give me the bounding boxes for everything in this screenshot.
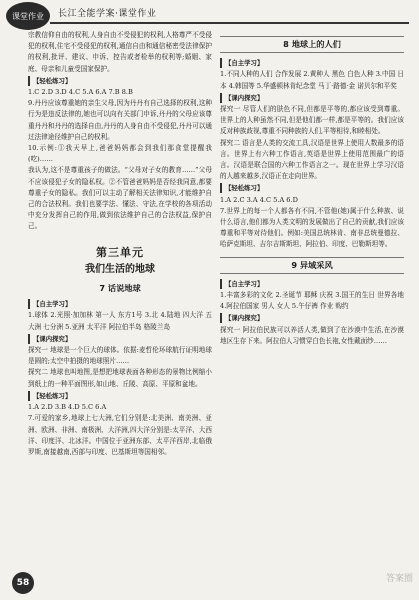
answers-line: 1.C 2.D 3.D 4.C 5.A 6.A 7.B 8.B (28, 88, 133, 97)
lesson7-practice-tag: 【轻松练习】 (28, 391, 74, 401)
lesson7-explore2: 探究二 地球也叫地图,是想把地球表面各种形态的景物比例缩小到纸上的一种平面图形,如山地、丘陵、高原、平原和盆地。 (28, 368, 212, 388)
lesson7-q7: 7.可爱的家乡,地球上七大洲,它们分别是:北美洲、南美洲、亚洲、欧洲、非洲、南极洲、大洋洲,四大洋分别是:太平洋、大西洋、印度洋、北冰洋。中国位于亚洲东部、太平洋西岸,北临俄罗斯,南接越南,西部与印度、巴基斯坦等国相邻。 (28, 414, 212, 456)
lesson8-explore1: 探究一 尽管人们的肤色不同,但都是平等的,都应该受到尊重。世界上的人种虽然不同,但是他们都一样,都是平等的。我们应该反对种族歧视,尊重不同种族的人们,平等相待,和睦相处。 (220, 105, 404, 136)
header-divider (50, 22, 409, 24)
left-column (28, 30, 212, 458)
answer-q9: 9.丹丹应该尊重她的亲生父母,因为丹丹有自己选择的权利,这种行为是违反法律的,她也可以向有关部门申诉,丹丹的父母应该尊重丹丹和丹丹的选择自由,丹丹的人身自由不受侵犯,丹丹可以通过法律途径维护自己的权利。 (28, 99, 212, 141)
lesson8-pre-answers: 1.不同人种的人们 合作发展 2.黄种人 黑色 白色人种 3.中国 日本 4.韩国等 5.华盛顿林肯纪念堂 马丁·路德·金 诺贝尔和平奖 (220, 70, 404, 90)
lesson8-explore-tag: 【课内探究】 (220, 93, 266, 103)
lesson8-title: 8 地球上的人们 (220, 36, 404, 53)
lesson7-explore-tag: 【课内探究】 (28, 334, 74, 344)
lesson8-answers: 1.A 2.C 3.A 4.C 5.A 6.D (220, 195, 298, 204)
lesson8-practice-tag: 【轻松练习】 (220, 183, 266, 193)
lesson7-explore1: 探究一 地球是一个巨大的球体。依据:麦哲伦环球航行证明地球是圆的;太空中拍摄的地球照片…… (28, 346, 212, 366)
lesson7-pre-answers: 1.球体 2.光照·加加林 第一人 东方1号 3.北 4.陆地 四大洋 五大洲 七分洲 5.亚洲 太平洋 阿拉伯半岛 格陵兰岛 (28, 311, 212, 331)
lesson9-explore1: 探究一 阿拉伯民族可以养活人类,做到了在沙漠中生活,在沙漠地区生存下来。阿拉伯人习惯穿白色长袍,女性戴面纱…… (220, 325, 404, 345)
lesson7-answers: 1.A 2.D 3.B 4.D 5.C 6.A (28, 403, 107, 412)
unit-title: 第三单元 (96, 245, 144, 259)
page-header (0, 0, 419, 30)
lesson8-pre-tag: 【自主学习】 (220, 58, 266, 68)
answer-q10-continued: 我认为,这不是尊重孩子的做法。“父母对子女的教育……”父母不应该侵犯子女的隐私权。②不管爸爸妈妈是否经我同意,都要尊重子女的隐私。我们可以主动了解相关法律知识,才能维护自己的合法权利。我们也要学法、懂法、守法,在学校的各项活动中充分发挥自己的作用,做到依法维护自己的合法权益,保护自己。 (28, 166, 212, 231)
right-column (220, 30, 404, 347)
series-title: 长江全能学案·课堂作业 (58, 9, 157, 19)
lesson9-title: 9 异域采风 (220, 257, 404, 274)
watermark-logo: 答案圈 (385, 574, 413, 584)
lesson8-explore2: 探究二 语言是人类的交流工具,汉语是世界上使用人数最多的语言。世界上有六种工作语言,英语是世界上使用范围最广的语言。汉语是联合国的六种工作语言之一。现在世界上学习汉语的人越来越多,汉语正在走向世界。 (220, 138, 404, 181)
lesson9-explore-tag: 【课内探究】 (220, 313, 266, 323)
answer-q10: 10.示例:①我天早上,爸爸妈妈都会到我们那食堂提醒我(吃)…… (28, 144, 212, 164)
lesson7-title: 7 话说地球 (99, 283, 141, 294)
lesson9-pre-tag: 【自主学习】 (220, 279, 266, 289)
section-title: 我们生活的地球 (85, 263, 155, 275)
lesson7-pre-tag: 【自主学习】 (28, 299, 74, 309)
practice-tag: 【轻松练习】 (28, 76, 74, 86)
page-number: 58 (12, 572, 34, 594)
lesson8-q7: 7.世界上的每一个人都各有不同,不管他(她)属于什么种族、说什么语言,他们都为人类文明的发展做出了自己的贡献,我们应该尊重和平等对待他们。例如:美国总统林肯、南非总统曼德拉、哈萨克斯坦、吉尔吉斯斯坦、阿拉伯、印度、巴勒斯坦等。 (220, 206, 404, 249)
intro-paragraph: 宗教信仰自由的权利,人身自由不受侵犯的权利,人格尊严不受侵犯的权利,住宅不受侵犯的权利,通信自由和通信秘密受法律保护的权利,批评、建议、申诉、控告或者检举的权利等;婚姻、家庭、母亲和儿童受国家保护。 (28, 31, 212, 73)
logo-text: 课堂作业 (12, 11, 44, 21)
series-logo (6, 2, 50, 30)
lesson9-pre-answers: 1.丰富多彩的文化 2.圣诞节 耶稣 庆祝 3.国王的生日 世界各地 4.阿拉伯国家 男人 女人 5.午仔裤 作业 购约 (220, 291, 404, 311)
